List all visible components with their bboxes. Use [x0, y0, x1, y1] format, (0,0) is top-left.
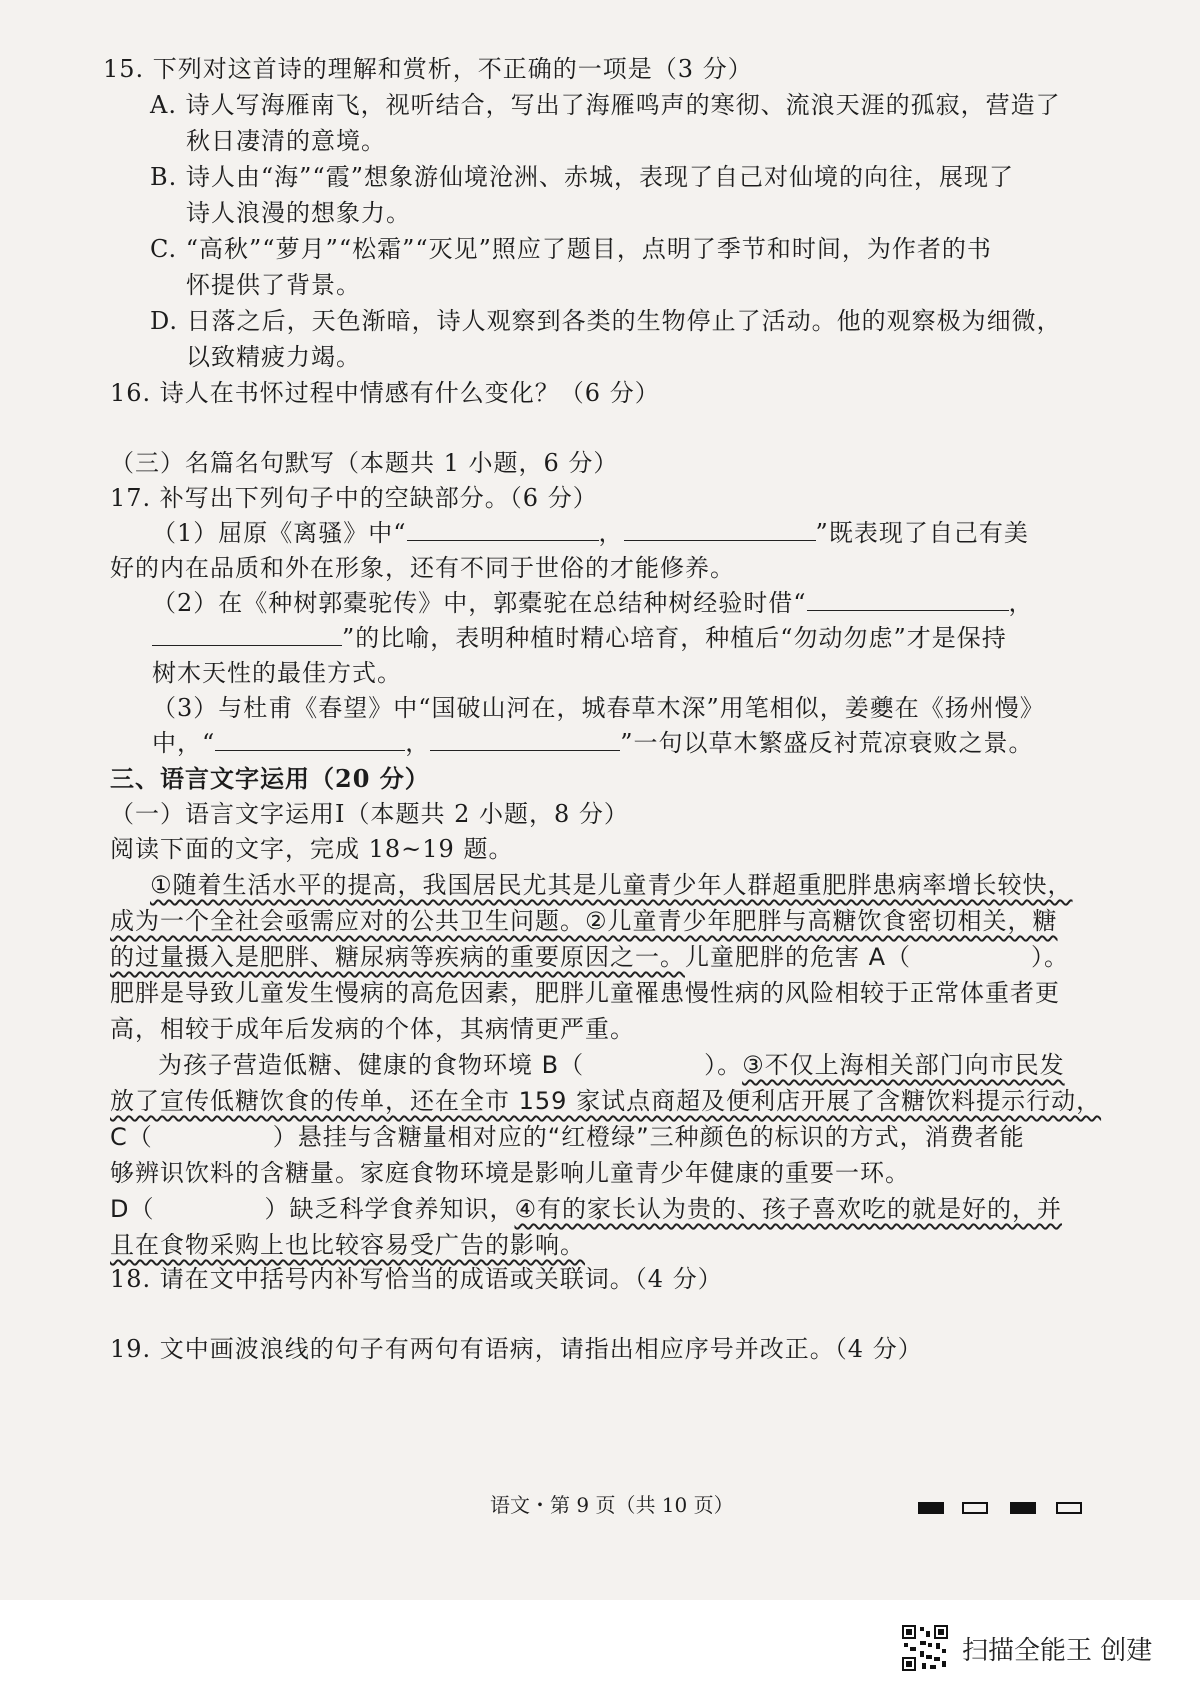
scanner-watermark: [900, 1620, 1152, 1676]
passage-line-9: 够辨识饮料的含糖量。家庭食物环境是影响儿童青少年健康的重要一环。: [110, 1159, 910, 1187]
q15-stem: 15. 下列对这首诗的理解和赏析，不正确的一项是（3 分）: [103, 55, 753, 83]
passage-line-3: [110, 940, 1069, 974]
q17-part3-suffix: ”一句以草木繁盛反衬荒凉衰败之景。: [620, 729, 1034, 757]
q19-stem: 19. 文中画波浪线的句子有两句有语病，请指出相应序号并改正。（4 分）: [110, 1335, 923, 1363]
passage-line-4: 肥胖是导致儿童发生慢病的高危因素，肥胖儿童罹患慢性病的风险相较于正常体重者更: [110, 979, 1060, 1007]
q17-stem: 17. 补写出下列句子中的空缺部分。（6 分）: [110, 484, 598, 512]
q15-option-d-line1: D. 日落之后，天色渐暗，诗人观察到各类的生物停止了活动。他的观察极为细微，: [150, 307, 1062, 335]
footer-mark-filled-1: [918, 1502, 944, 1514]
wavy-sentence-1-cont: 成为一个全社会亟需应对的公共卫生问题。②儿童青少年肥胖与高糖饮食密切相关，糖: [110, 907, 1058, 935]
passage-line-6: [158, 1048, 1065, 1082]
q15-option-b-line1: B. 诗人由“海”“霞”想象游仙境沧洲、赤城，表现了自己对仙境的向往，展现了: [150, 163, 1014, 191]
passage-blank-b-label: 为孩子营造低糖、健康的食物环境 B（: [158, 1051, 585, 1079]
wavy-sentence-3-cont: 放了宣传低糖饮食的传单，还在全市 159 家试点商超及便利店开展了含糖饮料提示行动，: [110, 1087, 1102, 1115]
wavy-sentence-4-cont: 且在食物采购上也比较容易受广告的影响。: [110, 1231, 585, 1259]
q15-option-a-line2: 秋日凄清的意境。: [186, 127, 386, 155]
q18-stem: 18. 请在文中括号内补写恰当的成语或关联词。（4 分）: [110, 1265, 723, 1293]
q17-part2-line2: [152, 621, 1007, 655]
q17-blank-4[interactable]: [152, 621, 342, 646]
q17-part2-line3: 树木天性的最佳方式。: [152, 659, 402, 687]
passage-blank-c-label: C（: [110, 1123, 153, 1151]
q15-option-b-line2: 诗人浪漫的想象力。: [186, 199, 411, 227]
passage-line-7: [110, 1084, 1101, 1118]
footer-mark-filled-2: [1010, 1502, 1036, 1514]
q17-part1-line2: 好的内在品质和外在形象，还有不同于世俗的才能修养。: [110, 554, 735, 582]
section-3-part1-title: （一）语言文字运用Ⅰ（本题共 2 小题，8 分）: [110, 800, 629, 828]
section-3-title: 三、语言文字运用（20 分）: [110, 764, 430, 793]
q17-blank-1[interactable]: [407, 516, 599, 541]
q15-option-d-line2: 以致精疲力竭。: [186, 343, 361, 371]
passage-blank-a-label: 儿童肥胖的危害 A（: [685, 943, 912, 971]
q17-comma: ，: [1008, 589, 1034, 617]
passage-line-11: [110, 1228, 585, 1262]
footer-mark-empty-2: [1056, 1502, 1082, 1514]
q17-comma: ，: [598, 519, 624, 547]
passage-blank-d-label: D（: [110, 1195, 155, 1223]
scanner-watermark-text: 扫描全能王 创建: [962, 1635, 1153, 1666]
passage-line-5: 高，相较于成年后发病的个体，其病情更严重。: [110, 1015, 635, 1043]
q17-part3-prefix: 中，“: [152, 729, 216, 757]
footer-mark-empty-1: [962, 1502, 988, 1514]
q17-part2-prefix: （2）在《种树郭橐驼传》中，郭橐驼在总结种树经验时借“: [152, 589, 807, 617]
wavy-sentence-3: ③不仅上海相关部门向市民发: [742, 1051, 1065, 1079]
passage-blank-b-close: ）。: [704, 1051, 743, 1079]
q17-part1-prefix: （1）屈原《离骚》中“: [152, 519, 407, 547]
q17-part1-suffix: ”既表现了自己有美: [815, 519, 1029, 547]
passage-line-8: [110, 1120, 1025, 1154]
passage-line-2: [110, 904, 1058, 938]
q17-blank-5[interactable]: [215, 726, 405, 751]
passage-blank-a-close: ）。: [1031, 943, 1070, 971]
q17-part2-line1: [152, 586, 1034, 620]
q16-stem: 16. 诗人在书怀过程中情感有什么变化？（6 分）: [110, 379, 660, 407]
page-number: 语文・第 9 页（共 10 页）: [490, 1493, 734, 1517]
passage-line-10: [110, 1192, 1062, 1226]
q17-part3-line1: （3）与杜甫《春望》中“国破山河在，城春草木深”用笔相似，姜夔在《扬州慢》: [152, 694, 1045, 722]
q17-part3-line2: [152, 726, 1034, 760]
q17-part1-line1: [152, 516, 1029, 550]
q15-option-c-line2: 怀提供了背景。: [186, 271, 361, 299]
q15-option-c-line1: C. “高秋”“萝月”“松霜”“灭见”照应了题目，点明了季节和时间，为作者的书: [150, 235, 992, 263]
qr-code-icon: [900, 1623, 950, 1673]
wavy-sentence-1: ①随着生活水平的提高，我国居民尤其是儿童青少年人群超重肥胖患病率增长较快，: [150, 871, 1073, 899]
wavy-sentence-2: 的过量摄入是肥胖、糖尿病等疾病的重要原因之一。: [110, 943, 685, 971]
q17-blank-2[interactable]: [624, 516, 816, 541]
section-3-subtitle: （三）名篇名句默写（本题共 1 小题，6 分）: [110, 449, 619, 477]
q15-option-a-line1: A. 诗人写海雁南飞，视听结合，写出了海雁鸣声的寒彻、流浪天涯的孤寂，营造了: [150, 91, 1061, 119]
reading-instruction: 阅读下面的文字，完成 18~19 题。: [110, 835, 514, 863]
passage-line-1: [150, 868, 1073, 902]
q17-blank-6[interactable]: [430, 726, 620, 751]
q17-part2-suffix: ”的比喻，表明种植时精心培育，种植后“勿动勿虑”才是保持: [342, 624, 1007, 652]
wavy-sentence-4: ④有的家长认为贵的、孩子喜欢吃的就是好的，并: [514, 1195, 1062, 1223]
passage-blank-d-close: ）缺乏科学食养知识，: [264, 1195, 515, 1223]
q17-blank-3[interactable]: [807, 586, 1009, 611]
passage-blank-c-close: ）悬挂与含糖量相对应的“红橙绿”三种颜色的标识的方式，消费者能: [272, 1123, 1025, 1151]
q17-comma: ，: [405, 729, 431, 757]
